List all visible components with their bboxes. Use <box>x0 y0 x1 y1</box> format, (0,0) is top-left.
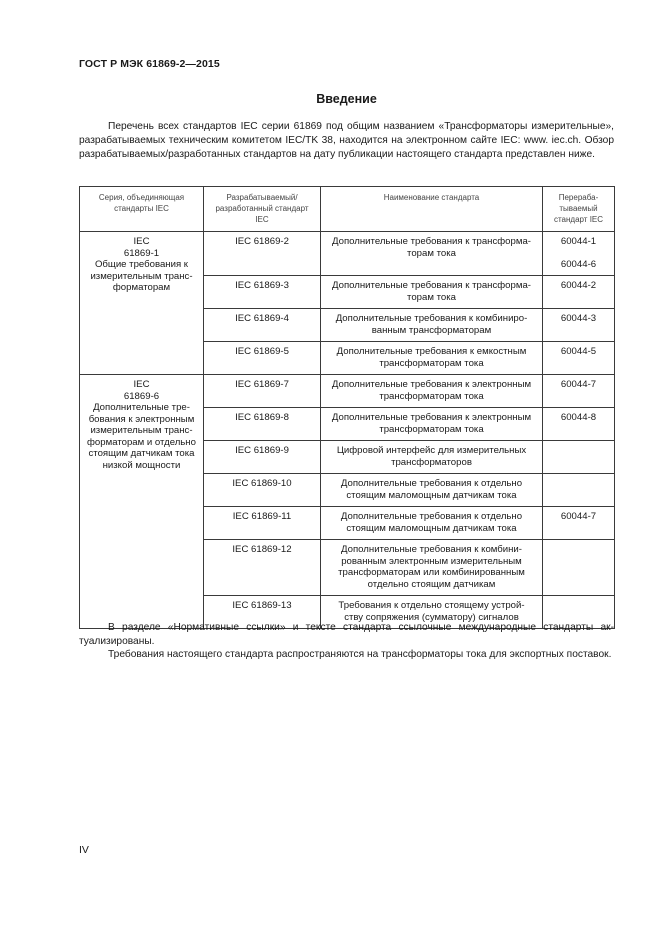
standard-cell: IEC 61869-3 <box>204 276 321 309</box>
name-line: Требования к отдельно стоящему устрой- <box>338 600 525 611</box>
document-code-header: ГОСТ Р МЭК 61869-2—2015 <box>79 58 220 70</box>
header-standard <box>204 187 321 232</box>
series-line: стоящим датчикам тока <box>88 448 195 459</box>
series-line: IEC <box>133 379 150 390</box>
name-line: трансформаторам или комбинированным <box>338 567 525 578</box>
name-line: торам тока <box>407 291 456 303</box>
name-cell <box>321 375 543 408</box>
scope-paragraph: Требования настоящего стандарта распространяются на трансформаторы тока для экспортных поставок. <box>108 649 612 660</box>
name-line: стоящим маломощным датчикам тока <box>346 522 517 534</box>
name-cell <box>321 540 543 596</box>
name-cell <box>321 507 543 540</box>
standard-cell: IEC 61869-13 <box>204 596 321 629</box>
revised-line: 60044-6 <box>560 258 597 270</box>
name-line: Дополнительные требования к комбиниро- <box>335 313 528 324</box>
standard-cell: IEC 61869-10 <box>204 474 321 507</box>
name-line: рованным электронным измерительным <box>341 555 522 567</box>
series-line: форматорам <box>112 282 171 293</box>
series-line: Дополнительные тре- <box>93 402 190 413</box>
name-line: ству сопряжения (сумматору) сигналов <box>344 611 519 623</box>
header-revised-line: Перераба- <box>558 193 599 202</box>
header-series-line: Серия, объединяющая <box>98 193 185 202</box>
group2-series-cell <box>80 375 204 629</box>
name-line: Цифровой интерфейс для измерительных <box>336 445 527 456</box>
series-line: Общие требования к <box>94 259 189 270</box>
name-line: Дополнительные требования к отдельно <box>340 511 523 522</box>
header-revised-line: стандарт IEC <box>553 215 604 224</box>
revised-cell <box>543 441 615 474</box>
revised-cell: 60044-2 <box>543 276 615 309</box>
header-standard-line: IEC <box>255 215 269 224</box>
header-revised-line: тываемый <box>559 204 598 213</box>
name-line: Дополнительные требования к трансформа- <box>332 236 531 247</box>
standard-cell: IEC 61869-5 <box>204 342 321 375</box>
series-line: бования к электронным <box>88 413 195 425</box>
header-standard-line: Разрабатываемый/ <box>226 193 298 202</box>
revised-cell <box>543 540 615 596</box>
name-line: трансформаторов <box>391 456 472 468</box>
revised-cell <box>543 232 615 276</box>
header-name-line: Наименование стандарта <box>383 193 480 202</box>
name-line: торам тока <box>407 247 456 259</box>
name-cell <box>321 276 543 309</box>
standard-cell: IEC 61869-11 <box>204 507 321 540</box>
series-line: IEC <box>133 236 150 247</box>
series-line: низкой мощности <box>102 459 181 471</box>
standard-cell: IEC 61869-12 <box>204 540 321 596</box>
standard-cell: IEC 61869-8 <box>204 408 321 441</box>
revised-cell: 60044-8 <box>543 408 615 441</box>
revised-cell <box>543 474 615 507</box>
name-line: трансформаторам тока <box>379 390 484 402</box>
name-line: ванным трансформаторам <box>371 324 492 336</box>
name-line: Дополнительные требования к комбини- <box>341 544 522 555</box>
name-line: Дополнительные требования к отдельно <box>340 478 523 489</box>
standard-cell: IEC 61869-9 <box>204 441 321 474</box>
header-series-line: стандарты IEC <box>114 204 169 213</box>
name-cell <box>321 441 543 474</box>
group1-series-cell <box>80 232 204 375</box>
section-title <box>0 92 661 106</box>
table-row <box>80 232 615 276</box>
name-line: Дополнительные требования к трансформа- <box>332 280 531 291</box>
intro-paragraph: Перечень всех стандартов IEC серии 61869 под общим названием «Трансформаторы измерительные», разрабатываемых техническим комитетом IEC/TK 38, находится на электронном сайте IEC: www. iec.ch. Обзор разрабатываемых/разработанных стандартов на дату публикации настоящего стандарта представлен ниже. <box>79 121 614 160</box>
series-line: измерительным транс- <box>90 270 193 282</box>
section-title-text: Введение <box>316 92 377 106</box>
table-header-row <box>80 187 615 232</box>
series-line: 61869-6 <box>123 390 160 402</box>
references-paragraph: В разделе «Нормативные ссылки» и тексте стандарта ссылочные международные стандарты актуализированы. <box>79 622 614 647</box>
name-line: трансформаторам тока <box>379 423 484 435</box>
name-line: Дополнительные требования к электронным <box>331 379 532 390</box>
page-number: IV <box>79 844 89 856</box>
header-standard-line: разработанный стандарт <box>215 204 309 213</box>
series-line: измерительным транс- <box>90 425 193 436</box>
table-row <box>80 375 615 408</box>
name-line: трансформаторам тока <box>379 357 484 369</box>
revised-line: 60044-1 <box>560 236 597 247</box>
standard-cell: IEC 61869-4 <box>204 309 321 342</box>
header-name <box>321 187 543 232</box>
name-line: Дополнительные требования к электронным <box>331 412 532 423</box>
name-line: Дополнительные требования к емкостным <box>336 346 527 357</box>
name-line: отдельно стоящим датчикам <box>367 578 496 590</box>
name-line: стоящим маломощным датчикам тока <box>346 489 517 501</box>
standard-cell: IEC 61869-7 <box>204 375 321 408</box>
revised-cell: 60044-5 <box>543 342 615 375</box>
header-revised <box>543 187 615 232</box>
standards-table <box>79 186 615 629</box>
revised-cell: 60044-3 <box>543 309 615 342</box>
revised-cell: 60044-7 <box>543 507 615 540</box>
header-series <box>80 187 204 232</box>
name-cell <box>321 474 543 507</box>
revised-cell: 60044-7 <box>543 375 615 408</box>
series-line: 61869-1 <box>123 247 160 259</box>
name-cell <box>321 232 543 276</box>
name-cell <box>321 408 543 441</box>
standard-cell: IEC 61869-2 <box>204 232 321 276</box>
name-cell <box>321 309 543 342</box>
series-line: форматорам и отдельно <box>87 436 196 448</box>
name-cell <box>321 342 543 375</box>
